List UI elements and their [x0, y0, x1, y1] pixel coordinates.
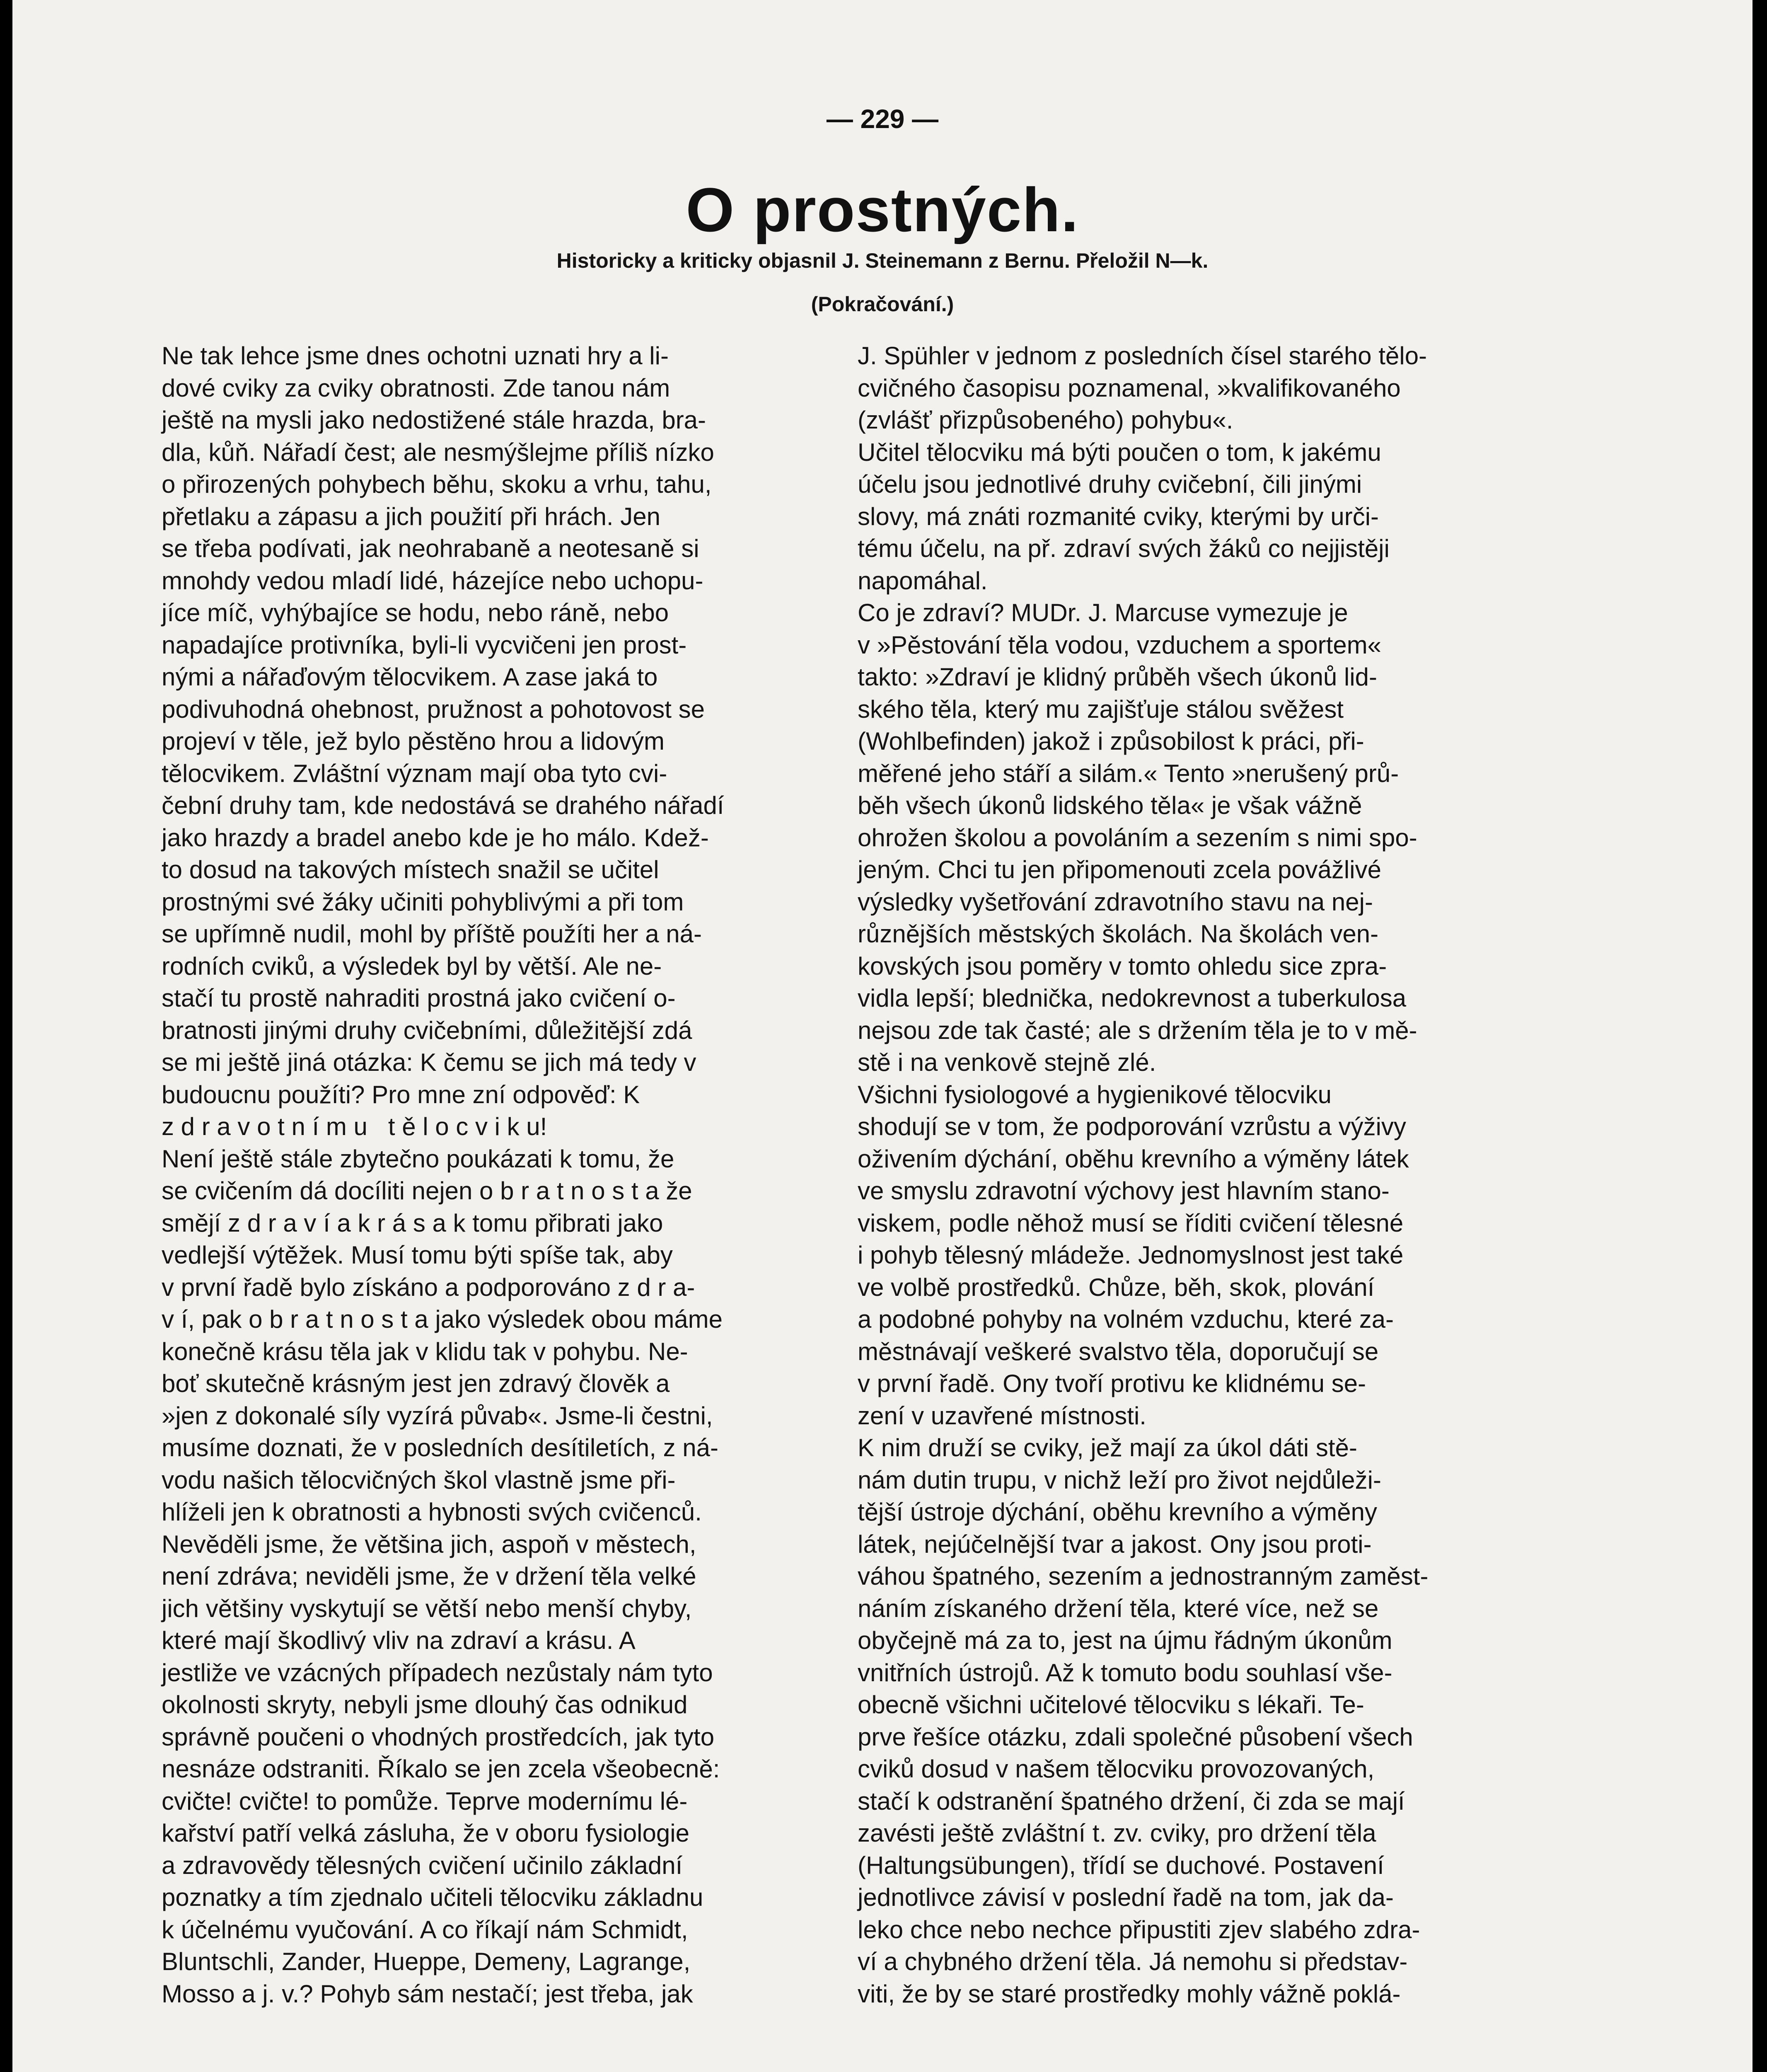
text-line: Učitel tělocviku má býti poučen o tom, k jakému — [858, 438, 1381, 466]
text-line: se mi ještě jiná otázka: K čemu se jich má tedy v — [162, 1048, 696, 1076]
text-line: kovských jsou poměry v tomto ohledu sice zpra- — [858, 952, 1387, 980]
text-line: viskem, podle něhož musí se říditi cvičení tělesné — [858, 1209, 1404, 1237]
text-line: náním získaného držení těla, které více, než se — [858, 1594, 1379, 1622]
text-line: konečně krásu těla jak v klidu tak v pohybu. Ne- — [162, 1337, 688, 1365]
text-line: nejsou zde tak časté; ale s držením těla je to v mě- — [858, 1016, 1417, 1044]
text-line: hlíželi jen k obratnosti a hybnosti svých cvičenců. — [162, 1498, 702, 1526]
text-line: vedlejší výtěžek. Musí tomu býti spíše tak, aby — [162, 1241, 673, 1269]
text-line: jeným. Chci tu jen připomenouti zcela povážlivé — [858, 856, 1381, 884]
text-line: ví a chybného držení těla. Já nemohu si představ- — [858, 1948, 1408, 1975]
text-line: městnávají veškeré svalstvo těla, doporučují se — [858, 1337, 1379, 1365]
text-line: slovy, má znáti rozmanité cviky, kterými by urči- — [858, 502, 1379, 530]
text-line: dové cviky za cviky obratnosti. Zde tanou nám — [162, 374, 670, 402]
text-line: a podobné pohyby na volném vzduchu, které za- — [858, 1305, 1394, 1333]
text-line: není zdráva; neviděli jsme, že v držení těla velké — [162, 1562, 696, 1590]
text-line: jestliže ve vzácných případech nezůstaly nám tyto — [162, 1658, 713, 1687]
text-line: boť skutečně krásným jest jen zdravý člověk a — [162, 1370, 670, 1397]
page-number: — 229 — — [826, 104, 939, 134]
text-line: (Haltungsübungen), třídí se duchové. Postavení — [858, 1851, 1384, 1879]
text-line: vnitřních ústrojů. Až k tomuto bodu souhlasí vše- — [858, 1658, 1392, 1687]
text-line: smějí z d r a v í a k r á s a k tomu přibrati jako — [162, 1209, 663, 1237]
text-line: ského těla, který mu zajišťuje stálou svěžest — [858, 695, 1344, 723]
left-text-column — [162, 340, 841, 2010]
text-line: Bluntschli, Zander, Hueppe, Demeny, Lagrange, — [162, 1948, 691, 1975]
text-line: nesnáze odstraniti. Říkalo se jen zcela všeobecně: — [162, 1755, 720, 1783]
text-line: Ne tak lehce jsme dnes ochotni uznati hry a li- — [162, 342, 669, 370]
text-line: projeví v těle, jež bylo pěstěno hrou a lidovým — [162, 727, 665, 755]
text-line: musíme doznati, že v posledních desítiletích, z ná- — [162, 1434, 718, 1462]
text-line: z d r a v o t n í m u t ě l o c v i k u! — [162, 1113, 547, 1140]
text-line: viti, že by se staré prostředky mohly vážně poklá- — [858, 1980, 1401, 2008]
article-title: O prostných. — [686, 175, 1079, 244]
text-line: jich většiny vyskytují se větší nebo menší chyby, — [162, 1594, 692, 1622]
text-line: leko chce nebo nechce připustiti zjev slabého zdra- — [858, 1915, 1420, 1944]
text-line: J. Spühler v jednom z posledních čísel starého tělo- — [858, 342, 1427, 370]
text-line: stačí tu prostě nahraditi prostná jako cvičení o- — [162, 984, 676, 1012]
text-line: budoucnu použíti? Pro mne zní odpověď: K — [162, 1080, 640, 1109]
text-line: takto: »Zdraví je klidný průběh všech úkonů lid- — [858, 663, 1377, 691]
text-line: rodních cviků, a výsledek byl by větší. Ale ne- — [162, 952, 662, 980]
text-line: ve smyslu zdravotní výchovy jest hlavním stano- — [858, 1177, 1390, 1205]
text-line: správně poučeni o vhodných prostředcích, jak tyto — [162, 1723, 715, 1751]
text-line: podivuhodná ohebnost, pružnost a pohotovost se — [162, 695, 705, 723]
text-line: ve volbě prostředků. Chůze, běh, skok, plování — [858, 1273, 1375, 1301]
text-line: měřené jeho stáří a silám.« Tento »nerušený prů- — [858, 759, 1399, 787]
text-line: k účelnému vyučování. A co říkají nám Schmidt, — [162, 1915, 688, 1944]
text-line: shodují se v tom, že podporování vzrůstu a výživy — [858, 1113, 1406, 1140]
text-line: vidla lepší; blednička, nedokrevnost a tuberkulosa — [858, 984, 1407, 1012]
text-line: K nim druží se cviky, jež mají za úkol dáti stě- — [858, 1434, 1357, 1462]
text-line: výsledky vyšetřování zdravotního stavu na nej- — [858, 888, 1373, 916]
text-line: v první řadě bylo získáno a podporováno z d r a- — [162, 1273, 695, 1301]
text-line: obecně všichni učitelové tělocviku s lékaři. Te- — [858, 1691, 1364, 1719]
text-line: v í, pak o b r a t n o s t a jako výsledek obou máme — [162, 1305, 723, 1333]
text-line: Všichni fysiologové a hygienikové tělocviku — [858, 1080, 1332, 1109]
text-line: stě i na venkově stejně zlé. — [858, 1048, 1156, 1076]
text-line: jednotlivce závisí v poslední řadě na tom, jak da- — [858, 1883, 1394, 1911]
text-line: Není ještě stále zbytečno poukázati k tomu, že — [162, 1145, 674, 1173]
text-line: obyčejně má za to, jest na újmu řádným úkonům — [858, 1627, 1392, 1654]
text-line: tější ústroje dýchání, oběhu krevního a výměny — [858, 1498, 1378, 1526]
text-line: látek, nejúčelnější tvar a jakost. Ony jsou proti- — [858, 1530, 1372, 1558]
text-line: které mají škodlivý vliv na zdraví a krásu. A — [162, 1627, 636, 1654]
article-byline: Historicky a kriticky objasnil J. Steinemann z Bernu. Přeložil N—k. — [556, 249, 1209, 272]
text-line: okolnosti skryty, nebyli jsme dlouhý čas odnikud — [162, 1691, 688, 1719]
text-line: (zvlášť přizpůsobeného) pohybu«. — [858, 406, 1233, 434]
text-line: se cvičením dá docíliti nejen o b r a t n o s t a že — [162, 1177, 692, 1205]
text-line: napomáhal. — [858, 566, 988, 595]
text-line: poznatky a tím zjednalo učiteli tělocviku základnu — [162, 1883, 703, 1911]
text-line: prostnými své žáky učiniti pohyblivými a při tom — [162, 888, 684, 916]
text-line: dla, kůň. Nářadí čest; ale nesmýšlejme příliš nízko — [162, 438, 714, 466]
text-line: v »Pěstování těla vodou, vzduchem a sportem« — [858, 631, 1382, 659]
text-line: v první řadě. Ony tvoří protivu ke klidnému se- — [858, 1370, 1366, 1397]
text-line: oživením dýchání, oběhu krevního a výměny látek — [858, 1145, 1409, 1173]
text-line: nými a nářaďovým tělocvikem. A zase jaká to — [162, 663, 658, 691]
text-line: tělocvikem. Zvláštní význam mají oba tyto cvi- — [162, 759, 667, 787]
text-line: ohrožen školou a povoláním a sezením s nimi spo- — [858, 823, 1417, 852]
text-line: Mosso a j. v.? Pohyb sám nestačí; jest třeba, jak — [162, 1980, 693, 2008]
text-line: čební druhy tam, kde nedostává se drahého nářadí — [162, 792, 724, 819]
text-line: nám dutin trupu, v nichž leží pro život nejdůleži- — [858, 1466, 1381, 1494]
text-line: stačí k odstranění špatného držení, či zda se mají — [858, 1787, 1405, 1815]
text-line: o přirozených pohybech běhu, skoku a vrhu, tahu, — [162, 470, 712, 498]
text-line: tému účelu, na př. zdraví svých žáků co nejjistěji — [858, 535, 1390, 562]
text-line: to dosud na takových místech snažil se učitel — [162, 856, 659, 884]
text-line: napadajíce protivníka, byli-li vycvičeni jen prost- — [162, 631, 687, 659]
right-text-column — [858, 340, 1578, 2010]
text-line: zení v uzavřené místnosti. — [858, 1402, 1146, 1430]
text-line: cviků dosud v našem tělocviku provozovaných, — [858, 1755, 1375, 1783]
text-line: zavésti ještě zvláštní t. zv. cviky, pro držení těla — [858, 1819, 1376, 1847]
text-line: ještě na mysli jako nedostižené stále hrazda, bra- — [162, 406, 706, 434]
text-line: cvičného časopisu poznamenal, »kvalifikovaného — [858, 374, 1401, 402]
text-line: cvičte! cvičte! to pomůže. Teprve modernímu lé- — [162, 1787, 688, 1815]
text-line: jíce míč, vyhýbajíce se hodu, nebo ráně, nebo — [162, 599, 669, 627]
text-line: a zdravovědy tělesných cvičení učinilo základní — [162, 1851, 683, 1879]
text-line: i pohyb tělesný mládeže. Jednomyslnost jest také — [858, 1241, 1404, 1269]
text-line: kařství patří velká zásluha, že v oboru fysiologie — [162, 1819, 689, 1847]
text-line: běh všech úkonů lidského těla« je však vážně — [858, 792, 1362, 819]
text-line: váhou špatného, sezením a jednostranným zaměst- — [858, 1562, 1429, 1590]
text-line: se upřímně nudil, mohl by příště použíti her a ná- — [162, 920, 702, 948]
text-line: jako hrazdy a bradel anebo kde je ho málo. Kdež- — [162, 823, 709, 852]
text-line: různějších městských školách. Na školách ven- — [858, 920, 1379, 948]
text-line: se třeba podívati, jak neohrabaně a neotesaně si — [162, 535, 699, 562]
text-line: »jen z dokonalé síly vyzírá půvab«. Jsme-li čestni, — [162, 1402, 713, 1430]
text-line: prve řešíce otázku, zdali společné působení všech — [858, 1723, 1413, 1751]
text-line: mnohdy vedou mladí lidé, házejíce nebo uchopu- — [162, 566, 703, 595]
text-line: bratnosti jinými druhy cvičebními, důležitější zdá — [162, 1016, 692, 1044]
text-line: účelu jsou jednotlivé druhy cvičební, čili jinými — [858, 470, 1362, 498]
text-line: (Wohlbefinden) jakož i způsobilost k práci, při- — [858, 727, 1364, 755]
text-line: Nevěděli jsme, že většina jich, aspoň v městech, — [162, 1530, 696, 1558]
continuation-note: (Pokračování.) — [811, 293, 954, 316]
scanned-page — [12, 0, 1752, 2072]
text-line: Co je zdraví? MUDr. J. Marcuse vymezuje je — [858, 599, 1348, 627]
text-line: vodu našich tělocvičných škol vlastně jsme při- — [162, 1466, 676, 1494]
text-line: přetlaku a zápasu a jich použití při hrách. Jen — [162, 502, 661, 530]
